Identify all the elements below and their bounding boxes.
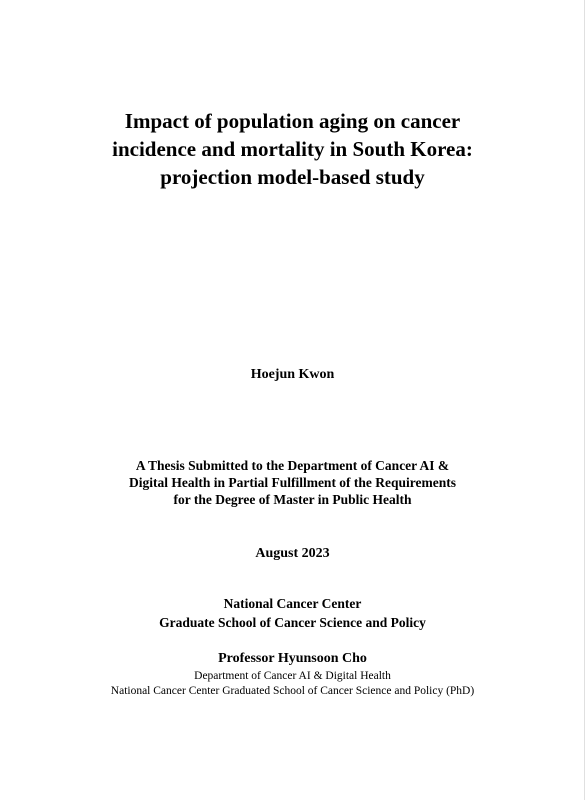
institution-line-1: National Cancer Center xyxy=(223,596,362,611)
submission-line-3: for the Degree of Master in Public Health xyxy=(173,492,412,507)
thesis-title xyxy=(0,107,585,191)
advisor-affiliation-line-2: National Cancer Center Graduated School of Cancer Science and Policy (PhD) xyxy=(110,685,475,697)
submission-date: August 2023 xyxy=(255,546,330,561)
institution xyxy=(0,594,585,632)
advisor-affiliation xyxy=(0,669,585,699)
institution-line-2: Graduate School of Cancer Science and Policy xyxy=(159,615,426,630)
thesis-title-line-2: incidence and mortality in South Korea: xyxy=(112,137,473,161)
thesis-title-line-1: Impact of population aging on cancer xyxy=(124,109,461,133)
author-name: Hoejun Kwon xyxy=(250,367,335,382)
submission-line-1: A Thesis Submitted to the Department of Cancer AI & xyxy=(135,458,450,473)
advisor-affiliation-line-1: Department of Cancer AI & Digital Health xyxy=(194,670,391,682)
advisor-name: Professor Hyunsoon Cho xyxy=(218,651,367,666)
submission-line-2: Digital Health in Partial Fulfillment of the Requirements xyxy=(128,475,457,490)
submission-statement xyxy=(0,457,585,508)
thesis-title-line-3: projection model-based study xyxy=(160,165,425,189)
